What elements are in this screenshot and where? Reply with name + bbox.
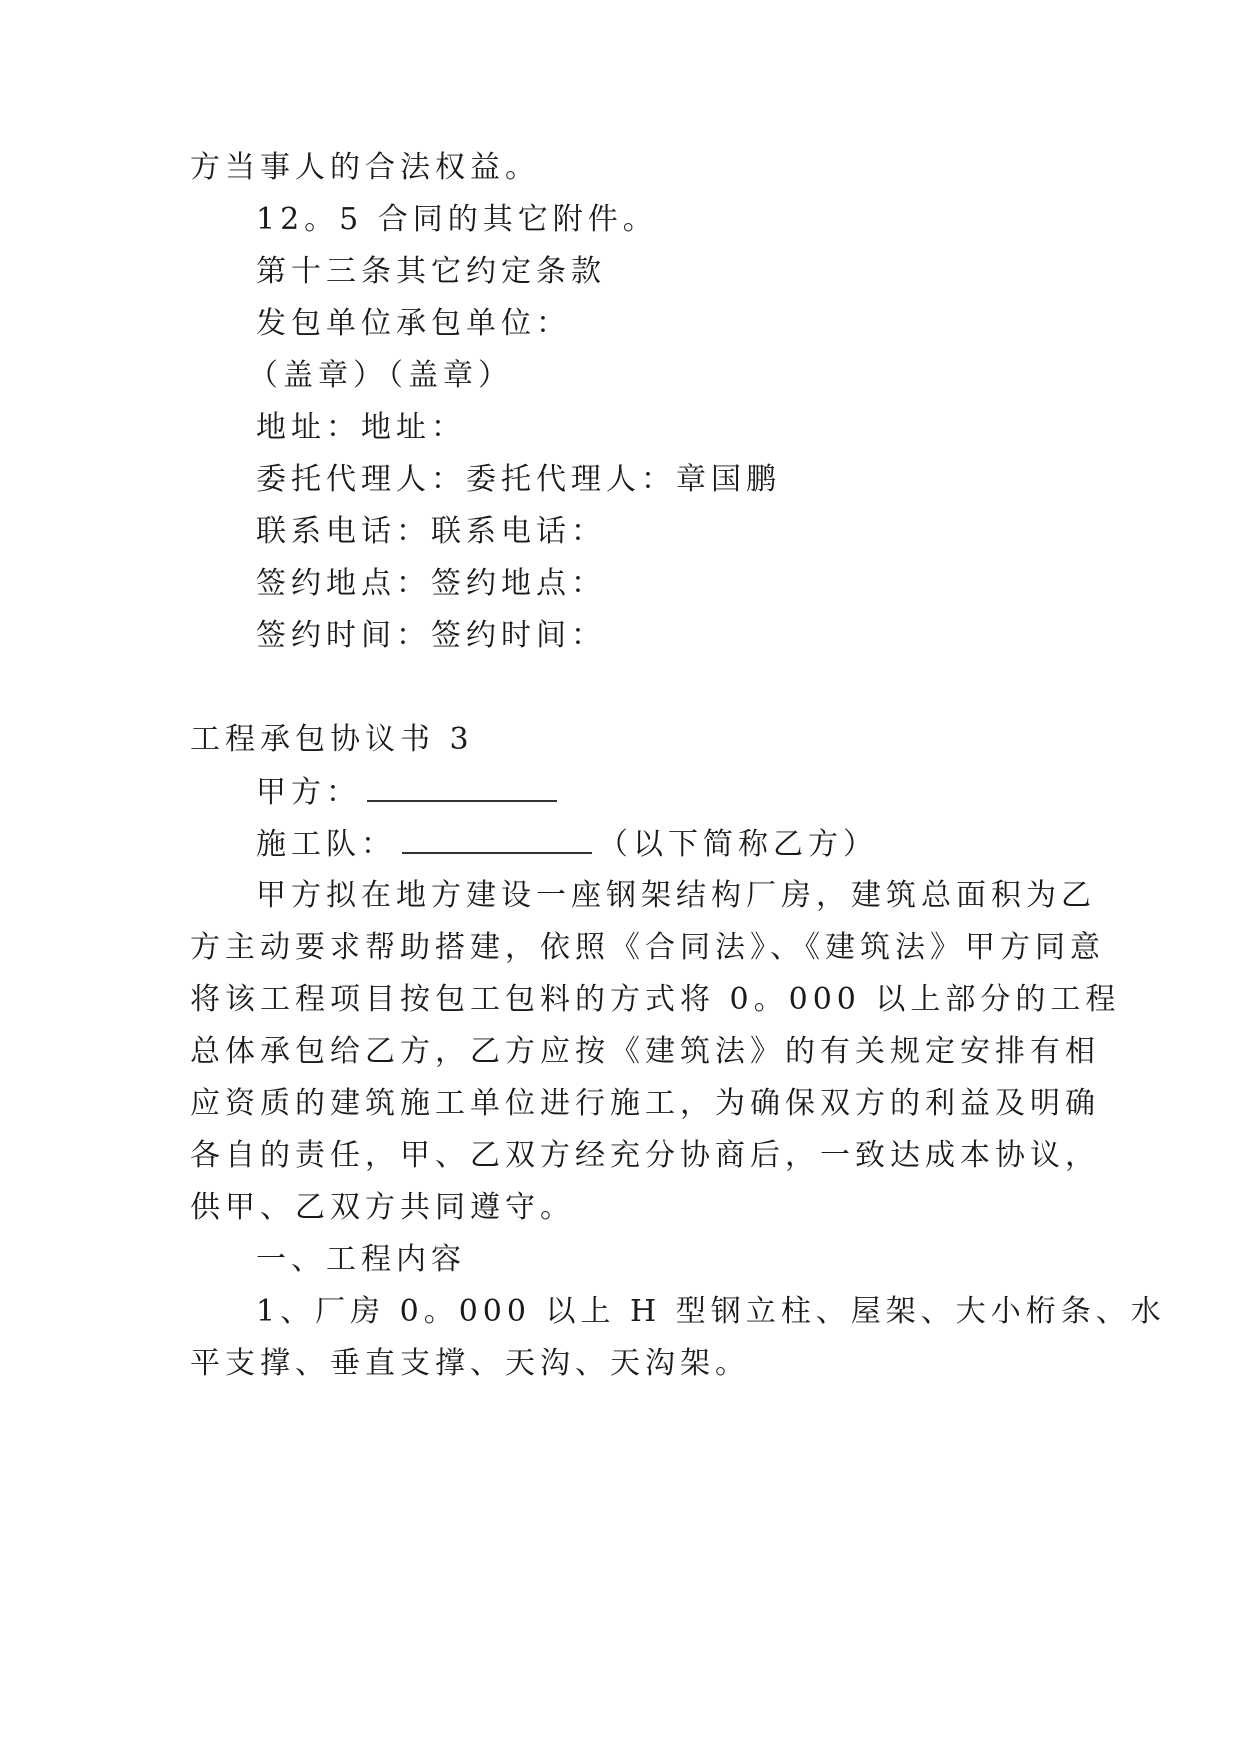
paragraph-line: 将该工程项目按包工包料的方式将 0。000 以上部分的工程 xyxy=(190,982,1121,1017)
text-line: 签约时间：签约时间： xyxy=(256,618,606,653)
text-line: 发包单位承包单位： xyxy=(256,306,571,341)
text-line: 签约地点：签约地点： xyxy=(256,566,606,601)
text-line: 联系电话：联系电话： xyxy=(256,514,606,549)
text-line: 方当事人的合法权益。 xyxy=(190,150,540,185)
text-line: 地址：地址： xyxy=(256,410,466,445)
team-line xyxy=(256,824,878,865)
text-line: 委托代理人：委托代理人：章国鹏 xyxy=(256,462,781,497)
paragraph-line: 甲方拟在地方建设一座钢架结构厂房，建筑总面积为乙 xyxy=(256,878,1096,913)
party-a-blank xyxy=(367,772,557,802)
item-line: 1、厂房 0。000 以上 H 型钢立柱、屋架、大小桁条、水 xyxy=(256,1294,1166,1329)
team-label: 施工队： xyxy=(256,827,396,862)
paragraph-line: 总体承包给乙方，乙方应按《建筑法》的有关规定安排有相 xyxy=(190,1034,1100,1069)
party-a-line xyxy=(256,772,563,813)
team-blank xyxy=(402,824,592,854)
paragraph-line: 供甲、乙双方共同遵守。 xyxy=(190,1190,575,1225)
party-a-label: 甲方： xyxy=(256,775,361,810)
text-line: 12。5 合同的其它附件。 xyxy=(256,202,658,237)
team-suffix: （以下简称乙方） xyxy=(598,827,878,862)
text-line: 第十三条其它约定条款 xyxy=(256,254,606,289)
text-line: （盖章）（盖章） xyxy=(248,358,513,393)
paragraph-line: 各自的责任，甲、乙双方经充分协商后，一致达成本协议， xyxy=(190,1138,1100,1173)
heading-engineering-content: 一、工程内容 xyxy=(256,1242,466,1277)
paragraph-line: 应资质的建筑施工单位进行施工，为确保双方的利益及明确 xyxy=(190,1086,1100,1121)
item-line: 平支撑、垂直支撑、天沟、天沟架。 xyxy=(190,1346,750,1381)
paragraph-line: 方主动要求帮助搭建，依照《合同法》、《建筑法》甲方同意 xyxy=(190,930,1105,965)
section-title: 工程承包协议书 3 xyxy=(190,722,474,757)
